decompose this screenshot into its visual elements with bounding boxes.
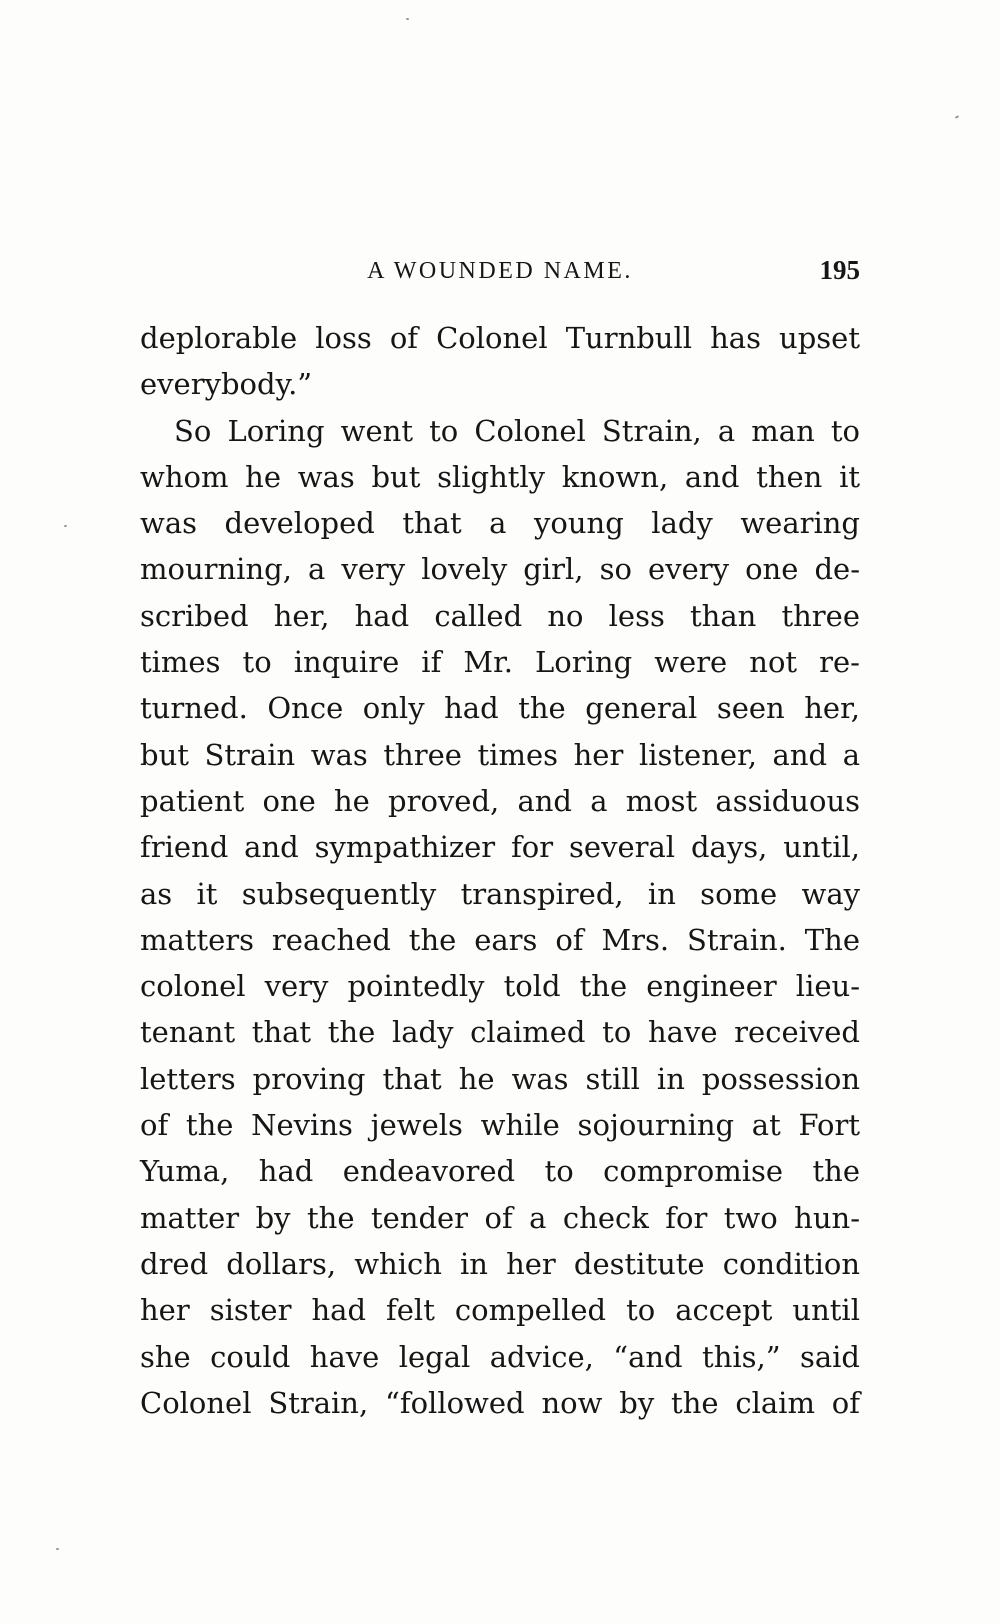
text-line: whom he was but slightly known, and then it [140,459,860,494]
text-line: dred dollars, which in her destitute condition [140,1246,860,1281]
text-line: matter by the tender of a check for two hun- [140,1200,860,1235]
text-line: patient one he proved, and a most assiduous [140,783,860,818]
text-line: matters reached the ears of Mrs. Strain. The [140,922,860,957]
text-line: she could have legal advice, “and this,” said [140,1339,860,1374]
text-line: letters proving that he was still in possession [140,1061,860,1096]
text-line: times to inquire if Mr. Loring were not re- [140,645,860,680]
page-number: 195 [819,255,860,285]
text-line: Yuma, had endeavored to compromise the [140,1154,860,1189]
text-line: of the Nevins jewels while sojourning at Fort [140,1108,860,1143]
text-line: deplorable loss of Colonel Turnbull has upset [140,321,860,355]
text-line: colonel very pointedly told the engineer lieu- [140,969,860,1004]
text-line: was developed that a young lady wearing [140,506,860,541]
text-line: So Loring went to Colonel Strain, a man to [174,413,860,448]
text-line: her sister had felt compelled to accept until [140,1293,860,1328]
scan-speck [955,115,959,119]
scan-speck [406,18,409,20]
text-line: tenant that the lady claimed to have received [140,1015,860,1050]
text-line: as it subsequently transpired, in some way [140,876,860,911]
text-line: scribed her, had called no less than three [140,598,860,633]
body-text [140,315,860,1426]
scan-speck [64,525,67,527]
running-title: A WOUNDED NAME. [367,258,633,284]
running-head [140,255,860,298]
text-line: turned. Once only had the general seen her, [140,691,860,726]
scan-speck [56,1548,59,1550]
text-line: but Strain was three times her listener, and a [140,737,860,772]
text-line: everybody.” [140,367,313,402]
text-line: friend and sympathizer for several days, until, [140,830,860,865]
text-line: Colonel Strain, “followed now by the claim of [140,1385,860,1420]
text-line: mourning, a very lovely girl, so every one de- [140,552,860,587]
